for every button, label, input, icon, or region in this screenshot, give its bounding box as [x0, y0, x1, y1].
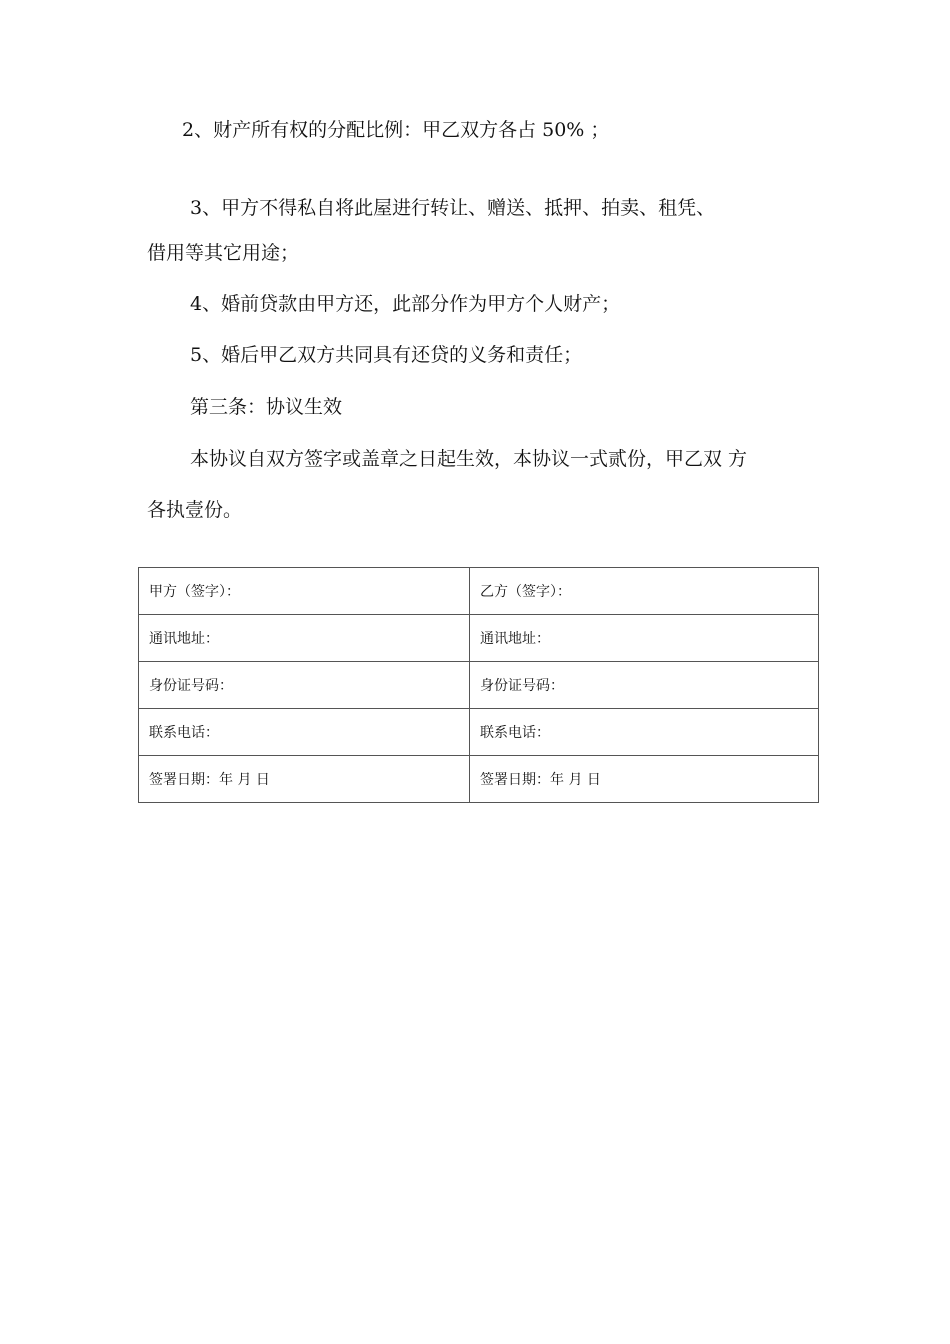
table-row	[139, 709, 819, 756]
party-a-id-cell: 身份证号码：	[139, 662, 470, 709]
table-row	[139, 662, 819, 709]
clause-no-transfer-line1: 3、甲方不得私自将此屋进行转让、赠送、抵押、拍卖、租凭、	[190, 197, 716, 219]
party-b-phone-cell: 联系电话：	[470, 709, 819, 756]
clause-postmarital-loan: 5、婚后甲乙双方共同具有还贷的义务和责任；	[190, 344, 583, 366]
clause-no-transfer-line2: 借用等其它用途；	[147, 242, 300, 264]
party-b-date-cell: 签署日期：年 月 日	[470, 756, 819, 803]
party-a-signature-cell: 甲方（签字）：	[139, 568, 470, 615]
party-a-phone-cell: 联系电话：	[139, 709, 470, 756]
party-a-address-cell: 通讯地址：	[139, 615, 470, 662]
party-b-address-cell: 通讯地址：	[470, 615, 819, 662]
table-row	[139, 615, 819, 662]
party-b-id-cell: 身份证号码：	[470, 662, 819, 709]
clause-premarital-loan: 4、婚前贷款由甲方还，此部分作为甲方个人财产；	[190, 293, 621, 315]
table-row	[139, 756, 819, 803]
table-row	[139, 568, 819, 615]
party-a-date-cell: 签署日期：年 月 日	[139, 756, 470, 803]
effective-clause-line2: 各执壹份。	[147, 499, 243, 521]
clause-ownership-ratio: 2、财产所有权的分配比例：甲乙双方各占 50% ；	[182, 119, 610, 141]
signature-table	[138, 567, 819, 803]
effective-clause-line1: 本协议自双方签字或盖章之日起生效，本协议一式贰份，甲乙双 方	[190, 448, 748, 470]
party-b-signature-cell: 乙方（签字）：	[470, 568, 819, 615]
article-three-heading: 第三条：协议生效	[190, 396, 343, 418]
